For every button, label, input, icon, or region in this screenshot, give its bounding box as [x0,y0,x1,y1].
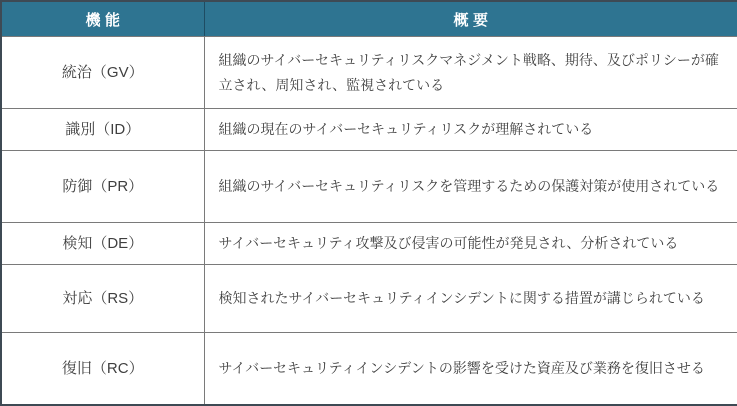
column-header-summary: 概要 [204,1,737,37]
table-header-row [1,1,737,37]
summary-cell: サイバーセキュリティ攻撃及び侵害の可能性が発見され、分析されている [204,223,737,265]
summary-cell: サイバーセキュリティインシデントの影響を受けた資産及び業務を復旧させる [204,333,737,405]
function-cell: 検知（DE） [1,223,204,265]
table-row-govern [1,37,737,109]
function-cell: 復旧（RC） [1,333,204,405]
column-header-function: 機能 [1,1,204,37]
table-row-identify [1,109,737,151]
summary-cell: 組織のサイバーセキュリティリスクを管理するための保護対策が使用されている [204,151,737,223]
summary-cell: 組織のサイバーセキュリティリスクマネジメント戦略、期待、及びポリシーが確立され、周知され、監視されている [204,37,737,109]
table-row-respond [1,265,737,333]
summary-cell: 検知されたサイバーセキュリティインシデントに関する措置が講じられている [204,265,737,333]
table-row-detect [1,223,737,265]
table-row-recover [1,333,737,405]
table-body [1,37,737,405]
function-cell: 防御（PR） [1,151,204,223]
function-cell: 統治（GV） [1,37,204,109]
function-cell: 識別（ID） [1,109,204,151]
table-row-protect [1,151,737,223]
function-cell: 対応（RS） [1,265,204,333]
summary-cell: 組織の現在のサイバーセキュリティリスクが理解されている [204,109,737,151]
